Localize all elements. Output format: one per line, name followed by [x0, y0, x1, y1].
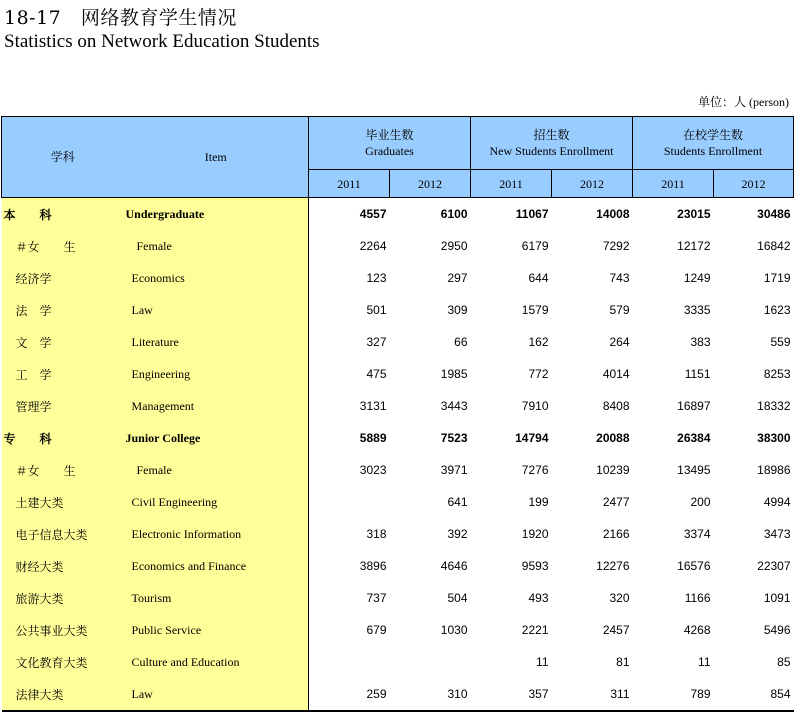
row-label-en: Junior College	[124, 422, 309, 454]
row-label-cn: ＃女 生	[2, 230, 124, 262]
row-label-cn: 经济学	[2, 262, 124, 294]
value-cell: 66	[454, 335, 468, 349]
value-cell: 81	[616, 655, 630, 669]
value-cell: 493	[528, 591, 549, 605]
value-cell: 1091	[763, 591, 791, 605]
header-year: 2012	[714, 170, 794, 198]
title-cn-text: 网络教育学生情况	[80, 7, 237, 29]
table-row	[2, 646, 794, 678]
value-cell: 8408	[602, 399, 630, 413]
header-subject-en: Item	[124, 117, 309, 198]
value-cell: 1249	[683, 271, 711, 285]
value-cell: 1166	[684, 591, 711, 605]
row-label-en: Economics	[124, 262, 309, 294]
value-cell: 2950	[440, 239, 468, 253]
value-cell: 12172	[677, 239, 711, 253]
value-cell: 16576	[677, 559, 711, 573]
table-row	[2, 358, 794, 390]
value-cell	[390, 646, 471, 678]
value-cell: 297	[447, 271, 468, 285]
value-cell: 743	[609, 271, 630, 285]
value-cell: 4994	[763, 495, 791, 509]
value-cell: 579	[609, 303, 630, 317]
row-label-cn: 法 学	[2, 294, 124, 326]
value-cell: 3131	[359, 399, 387, 413]
value-cell: 309	[447, 303, 468, 317]
value-cell: 501	[366, 303, 387, 317]
value-cell: 9593	[521, 559, 549, 573]
header-enrollment-cn: 在校学生数	[683, 128, 744, 142]
table-row	[2, 454, 794, 486]
table-row	[2, 326, 794, 358]
row-label-cn: 电子信息大类	[2, 518, 124, 550]
value-cell: 320	[609, 591, 630, 605]
value-cell: 85	[777, 655, 791, 669]
value-cell: 264	[609, 335, 630, 349]
row-label-en: Civil Engineering	[124, 486, 309, 518]
value-cell: 23015	[677, 207, 711, 221]
value-cell: 310	[390, 678, 471, 711]
value-cell: 6100	[440, 207, 468, 221]
value-cell: 1985	[440, 367, 468, 381]
row-label-cn: 财经大类	[2, 550, 124, 582]
value-cell: 7523	[440, 431, 468, 445]
value-cell: 7292	[602, 239, 630, 253]
row-label-cn: 文化教育大类	[2, 646, 124, 678]
row-label-en: Literature	[124, 326, 309, 358]
value-cell: 123	[366, 271, 387, 285]
header-new-students-cn: 招生数	[533, 128, 570, 142]
value-cell: 200	[690, 495, 711, 509]
row-label-en: Law	[124, 678, 309, 711]
value-cell: 2477	[602, 495, 630, 509]
value-cell: 559	[770, 335, 791, 349]
value-cell: 392	[447, 527, 468, 541]
row-label-cn: 法律大类	[2, 678, 124, 711]
value-cell: 1579	[521, 303, 549, 317]
value-cell: 14008	[596, 207, 630, 221]
value-cell: 1920	[521, 527, 549, 541]
value-cell: 18332	[757, 399, 791, 413]
value-cell: 14794	[515, 431, 549, 445]
header-new-students-en: New Students Enrollment	[489, 144, 614, 158]
value-cell: 4646	[440, 559, 468, 573]
value-cell: 2457	[602, 623, 630, 637]
row-label-cn: 土建大类	[2, 486, 124, 518]
value-cell: 1151	[684, 367, 711, 381]
value-cell: 26384	[677, 431, 711, 445]
table-row	[2, 678, 794, 711]
table-row	[2, 550, 794, 582]
header-year: 2012	[552, 170, 633, 198]
table-row	[2, 294, 794, 326]
value-cell: 7910	[521, 399, 549, 413]
value-cell: 162	[528, 335, 549, 349]
row-label-en: Economics and Finance	[124, 550, 309, 582]
row-label-cn: ＃女 生	[2, 454, 124, 486]
value-cell: 4557	[359, 207, 387, 221]
header-year: 2011	[633, 170, 714, 198]
value-cell: 3896	[359, 559, 387, 573]
value-cell	[309, 486, 390, 518]
value-cell: 679	[366, 623, 387, 637]
header-year: 2011	[471, 170, 552, 198]
header-enrollment-en: Students Enrollment	[663, 144, 763, 158]
value-cell: 16842	[757, 239, 791, 253]
value-cell: 16897	[677, 399, 711, 413]
row-label-cn: 旅游大类	[2, 582, 124, 614]
value-cell: 22307	[757, 559, 791, 573]
value-cell: 737	[366, 591, 387, 605]
value-cell: 10239	[596, 463, 630, 477]
row-label-cn: 专 科	[2, 422, 124, 454]
value-cell: 38300	[757, 431, 791, 445]
value-cell: 11067	[515, 207, 549, 221]
value-cell: 12276	[596, 559, 630, 573]
row-label-en: Electronic Information	[124, 518, 309, 550]
value-cell: 11	[698, 655, 711, 669]
value-cell: 5496	[763, 623, 791, 637]
header-graduates-en: Graduates	[365, 144, 414, 158]
value-cell: 772	[528, 367, 549, 381]
value-cell: 327	[366, 335, 387, 349]
header-new-students	[471, 117, 633, 170]
table-row	[2, 262, 794, 294]
value-cell: 789	[633, 678, 714, 711]
row-label-cn: 本 科	[2, 198, 124, 231]
row-label-en: Culture and Education	[124, 646, 309, 678]
value-cell: 6179	[521, 239, 549, 253]
row-label-en: Law	[124, 294, 309, 326]
table-row	[2, 230, 794, 262]
header-graduates	[309, 117, 471, 170]
table-body	[2, 198, 794, 712]
value-cell: 475	[366, 367, 387, 381]
value-cell: 3335	[683, 303, 711, 317]
value-cell	[309, 646, 390, 678]
page-title-cn	[4, 3, 237, 30]
header-year: 2011	[309, 170, 390, 198]
table-row	[2, 198, 794, 231]
value-cell: 18986	[757, 463, 791, 477]
value-cell: 8253	[763, 367, 791, 381]
row-label-cn: 公共事业大类	[2, 614, 124, 646]
value-cell: 3473	[763, 527, 791, 541]
row-label-en: Female	[124, 454, 309, 486]
header-graduates-cn: 毕业生数	[365, 128, 414, 142]
value-cell: 3443	[440, 399, 468, 413]
value-cell: 2221	[521, 623, 549, 637]
value-cell: 4268	[683, 623, 711, 637]
row-label-en: Management	[124, 390, 309, 422]
value-cell: 357	[471, 678, 552, 711]
value-cell: 854	[714, 678, 794, 711]
value-cell: 2166	[602, 527, 630, 541]
table-row	[2, 614, 794, 646]
row-label-en: Engineering	[124, 358, 309, 390]
row-label-cn: 管理学	[2, 390, 124, 422]
value-cell: 383	[690, 335, 711, 349]
value-cell: 1719	[763, 271, 791, 285]
table-row	[2, 518, 794, 550]
value-cell: 1030	[440, 623, 468, 637]
value-cell: 3374	[683, 527, 711, 541]
page-title-en: Statistics on Network Education Students	[4, 31, 320, 52]
row-label-cn: 文 学	[2, 326, 124, 358]
table-row	[2, 582, 794, 614]
statistics-table	[1, 116, 794, 712]
value-cell: 5889	[359, 431, 387, 445]
row-label-en: Undergraduate	[124, 198, 309, 231]
table-number: 18-17	[4, 7, 62, 29]
value-cell: 504	[447, 591, 468, 605]
unit-label: 单位：人 (person)	[698, 95, 789, 109]
row-label-en: Female	[124, 230, 309, 262]
value-cell: 11	[536, 655, 549, 669]
value-cell: 1623	[763, 303, 791, 317]
table-row	[2, 486, 794, 518]
header-year: 2012	[390, 170, 471, 198]
value-cell: 7276	[521, 463, 549, 477]
value-cell: 4014	[602, 367, 630, 381]
value-cell: 311	[552, 678, 633, 711]
header-enrollment	[633, 117, 794, 170]
value-cell: 641	[447, 495, 468, 509]
value-cell: 20088	[596, 431, 630, 445]
value-cell: 13495	[677, 463, 711, 477]
value-cell: 644	[528, 271, 549, 285]
value-cell: 318	[366, 527, 387, 541]
value-cell: 199	[528, 495, 549, 509]
row-label-en: Public Service	[124, 614, 309, 646]
value-cell: 259	[309, 678, 390, 711]
table-row	[2, 390, 794, 422]
row-label-cn: 工 学	[2, 358, 124, 390]
value-cell: 30486	[757, 207, 791, 221]
row-label-en: Tourism	[124, 582, 309, 614]
value-cell: 3023	[359, 463, 387, 477]
header-subject-cn: 学科	[2, 117, 124, 198]
table-row	[2, 422, 794, 454]
value-cell: 3971	[440, 463, 468, 477]
value-cell: 2264	[359, 239, 387, 253]
